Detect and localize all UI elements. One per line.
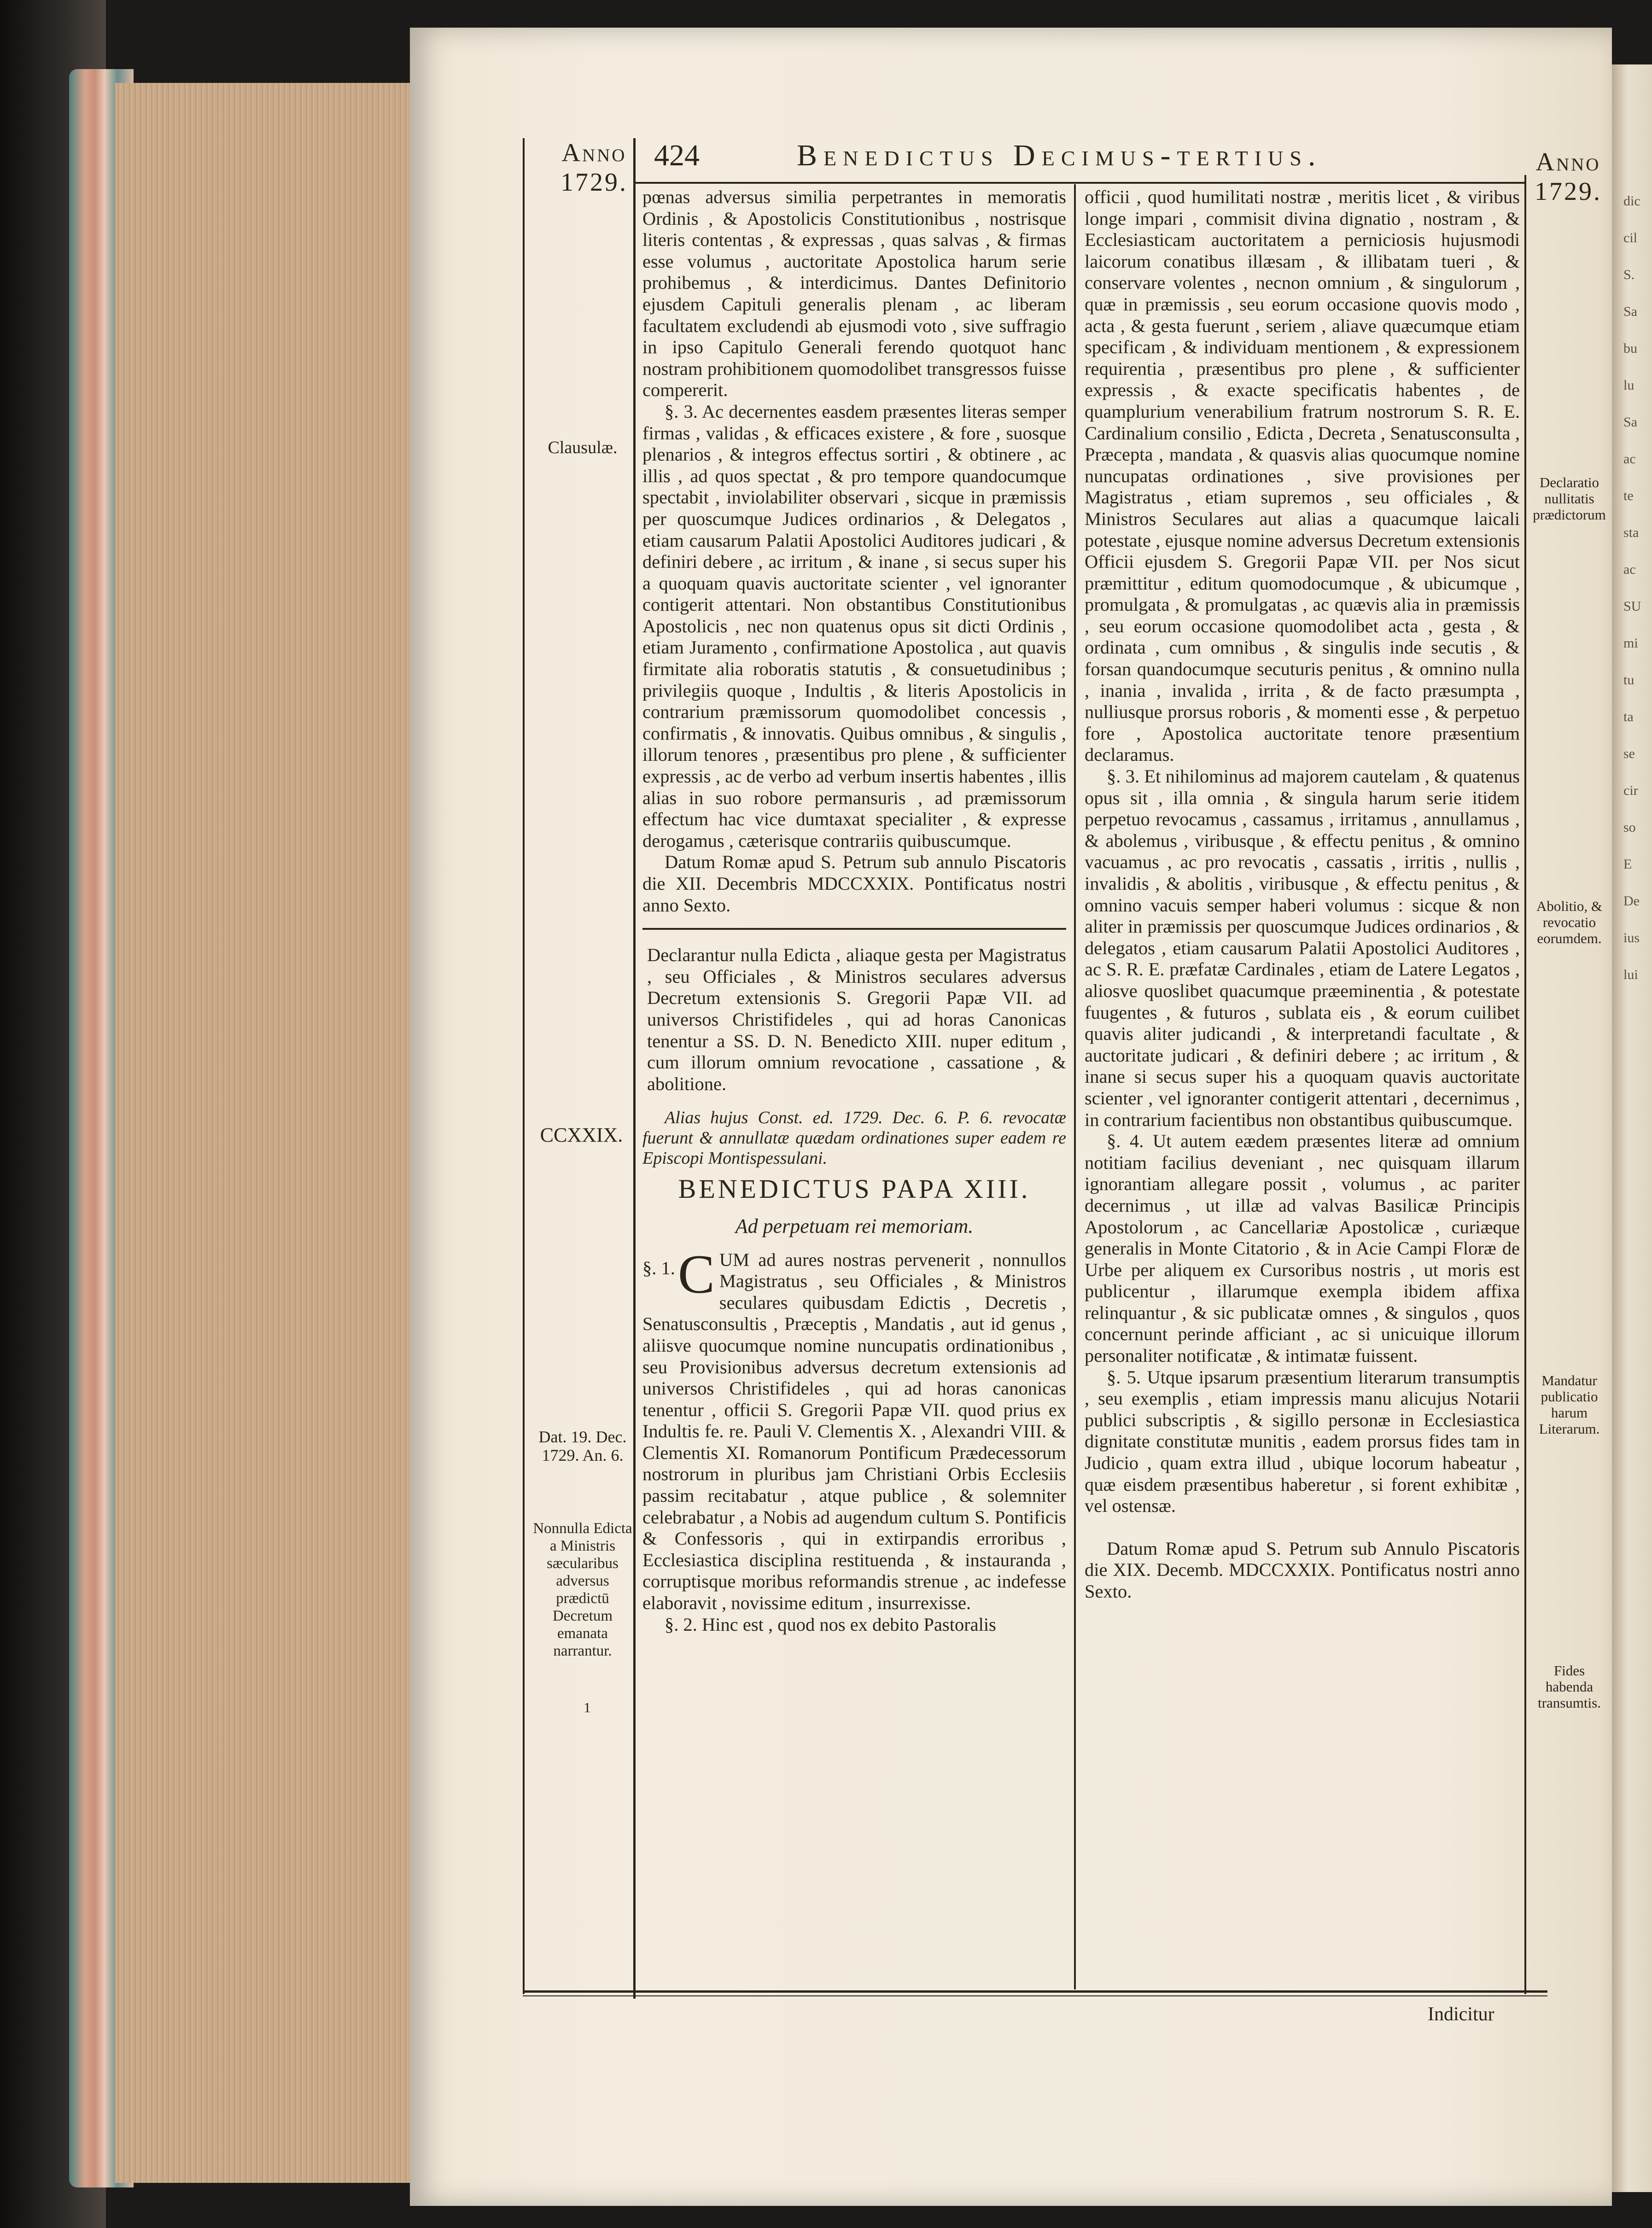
datum-line: Datum Romæ apud S. Petrum sub annulo Piscatoris die XII. Decembris MDCCXXIX. Pontificatus nostri anno Sexto. [642, 852, 1066, 916]
note-declaratio: Declaratio nullitatis prædictorum [1533, 474, 1606, 523]
note-marker: 1 [584, 1699, 591, 1715]
facing-page-fragment: lu [1623, 378, 1634, 393]
anno-label-right: Anno [1535, 148, 1601, 176]
paragraph-s5: §. 5. Utque ipsarum præsentium literarum transumptis , seu exemplis , etiam impressis manu alicujus Notarii publici subscriptis , & sigillo personæ in Ecclesiastica dignitate constitutæ munitis , eadem prorsus fides tam in Judicio , quam extra illud , ubique locorum habeatur , quæ eisdem præsentibus haberetur , si forent exhibitæ , vel ostensæ. [1085, 1366, 1520, 1516]
facing-page-fragment: Sa [1623, 304, 1637, 319]
column-divider-rule [1074, 184, 1076, 1989]
facing-page-fragment: cir [1623, 783, 1638, 798]
facing-page-fragment: cil [1623, 230, 1637, 245]
anno-year: 1729. [560, 168, 628, 197]
page-number: 424 [654, 139, 700, 172]
facing-page-fragment: E [1623, 857, 1632, 872]
header-anno-left [557, 138, 631, 197]
note-nonnulla: Nonnulla Edicta a Ministris sæcularibus adversus prædictū Decretum emanata narrantur. [533, 1520, 632, 1659]
text-column-right [1085, 187, 1520, 1603]
right-margin-rule [1524, 175, 1526, 1994]
facing-page-fragment: ac [1623, 451, 1636, 467]
note-abolitio: Abolitio, & revocatio eorumdem. [1536, 898, 1602, 946]
facing-page-fragment: tu [1623, 672, 1634, 688]
catchword: Indicitur [1428, 2004, 1494, 2025]
paragraph-s3: §. 3. Ac decernentes easdem præsentes literas semper firmas , validas , & efficaces existere , & fore , suosque plenarios , & integros effectus sortiri , & obtinere , ac illis , ad quos spectat , & pro tempore quandocumque spectabit , inviolabiliter observari , sicque in præmissis per quoscumque Judices ordinarios , & Delegatos , etiam causarum Palatii Apostolici Auditores judicari , & definiri debere , ac irritum , & inane , si secus super his a quoquam quavis auctoritate scienter , vel ignoranter contigerit attentari. Non obstantibus Constitutionibus Apostolicis , nec non quatenus opus sit dicti Ordinis , etiam Juramento , confirmatione Apostolica , aut quavis firmitate alia roboratis statutis , & consuetudinibus ; privilegiis quoque , Indultis , & literis Apostolicis in contrarium præmissorum quomodolibet concessis , confirmatis , & innovatis. Quibus omnibus , & singulis , illorum tenores , præsentibus pro plene , & sufficienter expressis , ac de verbo ad verbum insertis habentes , illis alias in suo robore permansuris , ad præmissorum effectum hac vice dumtaxat specialiter , & expresse derogamus , cæterisque contrariis quibuscumque. [642, 401, 1066, 851]
papa-title: BENEDICTUS PAPA XIII. [678, 1174, 1031, 1204]
text-column-left [642, 187, 1066, 1635]
facing-page-fragment: sta [1623, 525, 1639, 540]
anno-label: Anno [561, 139, 627, 167]
facing-page-fragment: SU [1623, 599, 1641, 614]
note-constitution-number: CCXXIX. [540, 1124, 623, 1146]
facing-page-fragment: ta [1623, 709, 1634, 724]
paragraph: pœnas adversus similia perpetrantes in memoratis Ordinis , & Apostolicis Constitutionibus , nostrisque literis contentas , & expressas , quas salvas , & firmas esse volumus , auctoritate Apostolica harum serie prohibemus , & interdicimus. Dantes Definitorio ejusdem Capituli generalis plenam , ac liberam facultatem excludendi ab ejusmodi voto , sive suffragio in ipso Capitulo Generali ferendo quotquot hanc nostram prohibitionem quomodolibet transgressos fuisse compererit. [642, 187, 1066, 401]
paragraph-s1 [642, 1243, 1066, 1614]
facing-page-fragment: te [1623, 488, 1634, 503]
header-underline [633, 182, 1524, 184]
facing-page-fragment: S. [1623, 267, 1635, 282]
s1-text: UM ad aures nostras pervenerit , nonnullos Magistratus , seu Officiales , & Ministros seculares quibusdam Edictis , Decretis , Senatusconsultis , Præceptis , Mandatis , aut id genus , aliisve quocumque nomine nuncupatis ordinationibus , seu Provisionibus adversus decretum extensionis ad universos Christifideles , qui ad horas canonicas tenentur , officii S. Gregorii Papæ VII. quod prius ex Indultis fe. re. Pauli V. Clementis X. , Alexandri VIII. & Clementis XI. Romanorum Pontificum Prædecessorum nostrorum in pluribus jam Christiani Orbis Ecclesiis passim recitabatur , atque publice , & solemniter celebrabatur , a Nobis ad augendum cultum S. Pontificis & Confessoris , qui in extirpandis erroribus , Ecclesiastica disciplina restituenda , & instauranda , corruptisque moribus reformandis strenue , ac indefesse elaboravit , novissime editum , insurrexisse. [642, 1249, 1066, 1614]
facing-page-fragment: Sa [1623, 414, 1637, 430]
datum-line: Datum Romæ apud S. Petrum sub Annulo Piscatoris die XIX. Decemb. MDCCXXIX. Pontificatus nostri anno Sexto. [1085, 1538, 1520, 1602]
constitution-summary: Declarantur nulla Edicta , aliaque gesta per Magistratus , seu Officiales , & Ministros seculares adversus Decretum extensionis S. Gregorii Papæ VII. ad universos Christifideles , qui ad horas Canonicas tenentur a SS. D. N. Benedicto XIII. nuper editum , cum illorum omnium revocatione , cassatione , & abolitione. [647, 945, 1066, 1094]
header-anno-right [1529, 147, 1607, 206]
paragraph: officii , quod humilitati nostræ , meritis licet , & viribus longe impari , commisit divina dignatio , nostram , & Ecclesiasticam auctoritatem a perniciosis hujusmodi laicorum conatibus illæsam , & illibatam tueri , & conservare volentes , necnon omnium , & singulorum , quæ in præmissis , seu eorum occasione quovis modo , acta , & gesta fuerunt , seriem , aliave quæcumque etiam specificam , & individuam mentionem , & expressionem requirentia , præsentibus pro plene , & sufficienter expressis , & exacte specificatis habentes , de quamplurium venerabilium fratrum nostrorum S. R. E. Cardinalium consilio , Edicta , Decreta , Senatusconsulta , Præcepta , mandata , & quasvis alias quocumque nomine nuncupatas ordinationes , sive provisiones per Magistratus , etiam supremos , seu officiales , & Ministros Seculares aut alias a quacumque laicali potestate , ejusque nomine adversus Decretum extensionis Officii ejusdem S. Gregorii Papæ VII. per Nos sicut præmittitur , editum quomodocumque , & ubicumque , promulgata , & promulgatas , ac quævis alia in præmissis , seu eorum occasione quomodolibet acta , gesta , & ordinata , cum omnibus , & singulis inde secutis , & forsan quandocumque secuturis penitus , & omnino nulla , inania , invalida , irrita , & de facto præsumpta , nulliusque prorsus roboris , & momenti esse , & perpetuo fore , Apostolica auctoritate tenore præsentium declaramus. [1085, 187, 1520, 765]
facing-page-fragment: se [1623, 746, 1635, 761]
paragraph-s3: §. 3. Et nihilominus ad majorem cautelam , & quatenus opus sit , illa omnia , & singula harum serie itidem perpetuo revocamus , cassamus , irritamus , annullamus , & abolemus , viribusque , & effectu penitus , & omnino vacuamus , ac pro revocatis , cassatis , irritis , nullis , invalidis , & abolitis , viribusque , & effectu penitus , & omnino vacuis semper haberi volumus : sicque & non aliter in præmissis per quoscumque Judices ordinarios , & delegatos , etiam causarum Palatii Apostolici Auditores , ac S. R. E. præfatæ Cardinales , etiam de Latere Legatos , aliosve quoslibet quacumque præeminentia , & potestate fuugentes , & futuros , sublata eis , & eorum cuilibet quavis aliter judicandi , & interpretandi facultate , & auctoritate judicari , & definiri debere ; ac irritum , & inane si secus super his a quoquam quavis auctoritate scienter , vel ignoranter contigerit attentari , decernimus , in contrarium facientibus non obstantibus quibuscumque. [1085, 766, 1520, 1130]
facing-page-fragment: so [1623, 820, 1636, 835]
alias-note: Alias hujus Const. ed. 1729. Dec. 6. P. 6. revocatæ fuerunt & annullatæ quædam ordinationes super eadem re Episcopi Montispessulani. [642, 1108, 1066, 1168]
facing-page-fragment: dic [1623, 193, 1640, 209]
left-margin-rule [633, 138, 636, 1999]
note-dat: Dat. 19. Dec. 1729. An. 6. [538, 1428, 627, 1464]
running-title [797, 138, 1322, 173]
facing-page-fragment: De [1623, 893, 1640, 909]
paragraph-s4: §. 4. Ut autem eædem præsentes literæ ad omnium notitiam facilius deveniant , nec quisquam illarum ignorantiam allegare possit , volumus , ac pariter decernimus , ut illæ ad valvas Basilicæ Principis Apostolorum , ac Cancellariæ Apostolicæ , curiæque generalis in Monte Citatorio , & in Acie Campi Floræ de Urbe per aliquem ex Cursoribus nostris , ut moris est publicentur , illarumque exempla ibidem affixa relinquantur , & sic publicatæ omnes , & singulos , quos concernunt perinde afficiant , ac si unicuique illorum personaliter notificatæ , & intimatæ fuissent. [1085, 1131, 1520, 1366]
note-fides: Fides habenda transumtis. [1538, 1662, 1601, 1711]
drop-capital: C [677, 1243, 715, 1305]
facing-page-fragment: mi [1623, 636, 1638, 651]
facing-page-fragment: ac [1623, 562, 1636, 577]
bottom-double-rule [523, 1990, 1547, 1996]
section-divider [642, 928, 1066, 933]
memoriam-line: Ad perpetuam rei memoriam. [735, 1214, 974, 1237]
paragraph-s2-start: §. 2. Hinc est , quod nos ex debito Pastoralis [665, 1614, 996, 1635]
section-mark: §. 1. [642, 1257, 675, 1278]
facing-page-fragment: ius [1623, 930, 1640, 945]
note-mandatur: Mandatur publicatio harum Literarum. [1539, 1372, 1600, 1437]
left-outer-rule [523, 138, 525, 1994]
page-edges [115, 83, 413, 2183]
facing-page-fragment: bu [1623, 341, 1637, 356]
anno-year-right: 1729. [1535, 177, 1602, 206]
note-clausulae: Clausulæ. [548, 438, 618, 457]
running-title-text: Benedictus Decimus-tertius. [797, 139, 1322, 172]
facing-page-fragment: lui [1623, 967, 1638, 982]
